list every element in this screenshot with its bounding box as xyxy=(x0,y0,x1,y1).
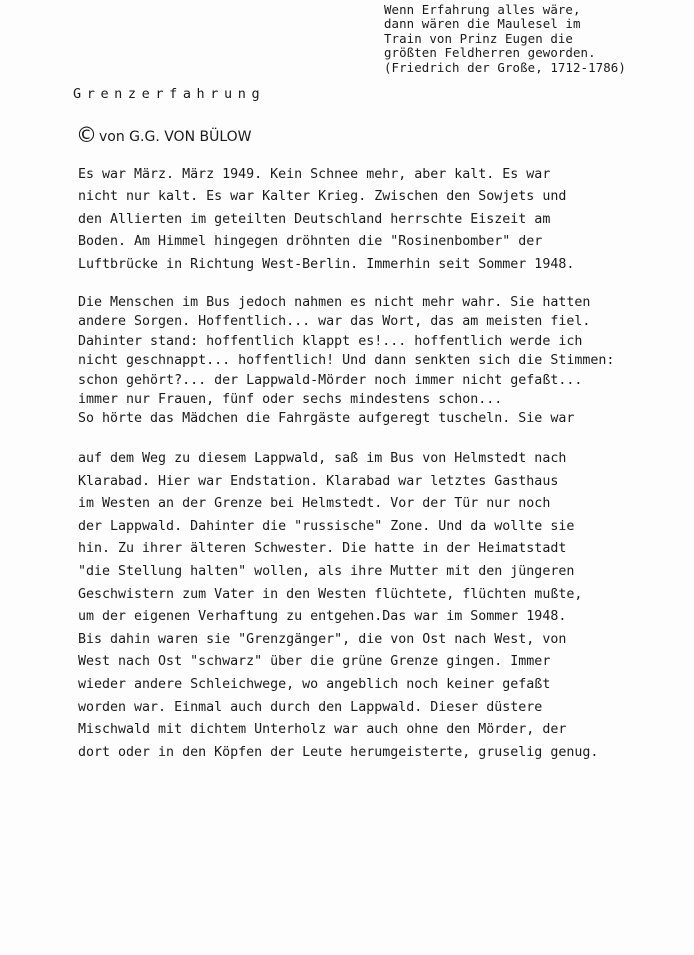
text-line: Boden. Am Himmel hingegen dröhnten die "Rosinenbomber" der xyxy=(78,234,543,250)
text-line: Klarabad. Hier war Endstation. Klarabad war letztes Gasthaus xyxy=(78,473,559,489)
text-line: Luftbrücke in Richtung West-Berlin. Immerhin seit Sommer 1948. xyxy=(78,256,575,272)
text-line: auf dem Weg zu diesem Lappwald, saß im Bus von Helmstedt nach xyxy=(78,451,567,466)
author-line xyxy=(76,123,252,147)
text-line: immer nur Frauen, fünf oder sechs mindestens schon... xyxy=(78,392,503,408)
text-line: dort oder in den Köpfen der Leute herumgeisterte, gruselig genug. xyxy=(78,744,599,760)
text-line: nicht geschnappt... hoffentlich! Und dann senkten sich die Stimmen: xyxy=(78,353,615,369)
text-line: andere Sorgen. Hoffentlich... war das Wort, das am meisten fiel. xyxy=(78,314,591,330)
epigraph-quote xyxy=(384,3,684,75)
copyright-icon: © xyxy=(76,123,97,147)
text-line: schon gehört?... der Lappwald-Mörder noch immer nicht gefaßt... xyxy=(78,372,583,388)
text-line: im Westen an der Grenze bei Helmstedt. Vor der Tür nur noch xyxy=(78,496,551,512)
paragraph-1 xyxy=(78,164,658,276)
epigraph-line: dann wären die Maulesel im xyxy=(384,16,581,32)
text-line: Bis dahin waren sie "Grenzgänger", die von Ost nach West, von xyxy=(78,631,567,647)
text-line: worden war. Einmal auch durch den Lappwald. Dieser düstere xyxy=(78,699,543,715)
text-line: Geschwistern zum Vater in den Westen flüchtete, flüchten mußte, xyxy=(78,586,583,602)
epigraph-line: Train von Prinz Eugen die xyxy=(384,30,573,46)
text-line: nicht nur kalt. Es war Kalter Krieg. Zwischen den Sowjets und xyxy=(78,189,567,205)
epigraph-line: (Friedrich der Große, 1712-1786) xyxy=(384,59,626,75)
epigraph-line: Wenn Erfahrung alles wäre, xyxy=(384,2,581,17)
text-line: So hörte das Mädchen die Fahrgäste aufgeregt tuscheln. Sie war xyxy=(78,411,575,427)
epigraph-line: größten Feldherren geworden. xyxy=(384,45,596,61)
text-line: um der eigenen Verhaftung zu entgehen.Das war im Sommer 1948. xyxy=(78,609,567,625)
text-line: hin. Zu ihrer älteren Schwester. Die hatte in der Heimatstadt xyxy=(78,541,567,557)
text-line: West nach Ost "schwarz" über die grüne Grenze gingen. Immer xyxy=(78,654,551,670)
text-line: Es war März. März 1949. Kein Schnee mehr, aber kalt. Es war xyxy=(78,167,551,182)
text-line: wieder andere Schleichwege, wo angeblich noch keiner gefaßt xyxy=(78,676,551,692)
paragraph-2 xyxy=(78,293,658,429)
text-line: Dahinter stand: hoffentlich klappt es!... hoffentlich werde ich xyxy=(78,333,583,349)
text-line: Mischwald mit dichtem Unterholz war auch ohne den Mörder, der xyxy=(78,722,567,738)
author-name: von G.G. VON BÜLOW xyxy=(99,128,252,145)
document-title: Grenzerfahrung xyxy=(73,86,266,102)
text-line: den Allierten im geteilten Deutschland herrschte Eiszeit am xyxy=(78,211,551,227)
text-line: Die Menschen im Bus jedoch nahmen es nicht mehr wahr. Sie hatten xyxy=(78,295,591,310)
text-line: der Lappwald. Dahinter die "russische" Zone. Und da wollte sie xyxy=(78,518,575,534)
text-line: "die Stellung halten" wollen, als ihre Mutter mit den jüngeren xyxy=(78,563,575,579)
paragraph-3 xyxy=(78,448,658,764)
